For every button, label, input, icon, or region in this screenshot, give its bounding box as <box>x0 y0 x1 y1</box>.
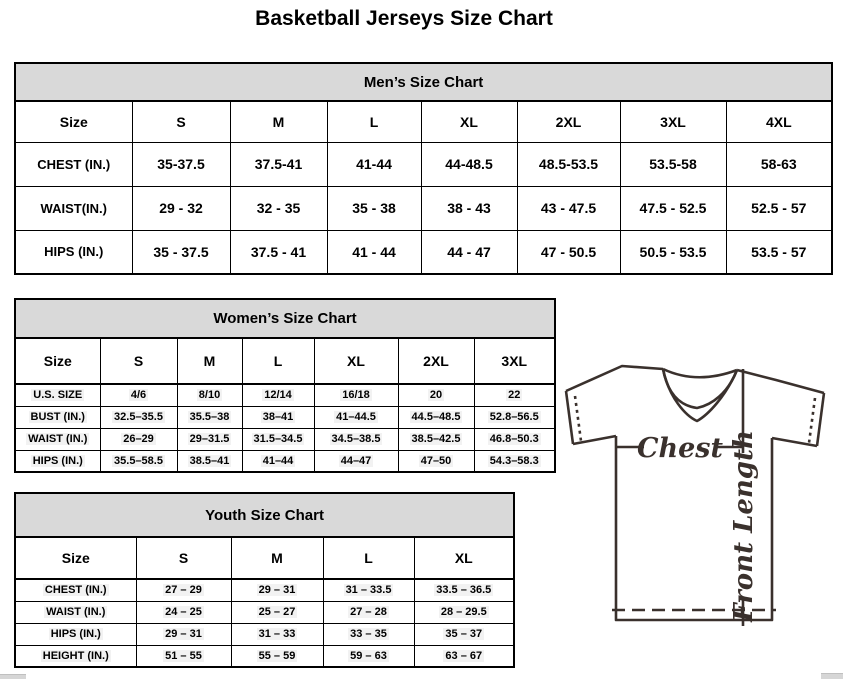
youth-data-cell: 28 – 29.5 <box>414 601 514 623</box>
men-row-label: WAIST(IN.) <box>15 186 132 230</box>
mens-size-table <box>14 62 833 275</box>
youth-data-cell: 33 – 35 <box>323 623 414 645</box>
collar-back-arc <box>663 369 737 377</box>
youth-column-header: L <box>323 537 414 579</box>
scrollbar-fragment-right[interactable] <box>821 673 843 679</box>
youth-table-title-row <box>15 493 514 537</box>
left-sleeve-underside <box>573 436 616 444</box>
men-data-cell: 50.5 - 53.5 <box>620 230 726 274</box>
women-column-header: S <box>100 338 177 384</box>
women-data-cell: 54.3–58.3 <box>474 450 555 472</box>
men-data-cell: 37.5-41 <box>230 142 327 186</box>
men-data-cell: 32 - 35 <box>230 186 327 230</box>
women-column-header: L <box>242 338 314 384</box>
men-table-row <box>15 186 832 230</box>
left-sleeve-end <box>566 391 573 444</box>
men-data-cell: 37.5 - 41 <box>230 230 327 274</box>
women-data-cell: 41–44.5 <box>314 406 398 428</box>
women-column-header: XL <box>314 338 398 384</box>
youth-table-row <box>15 645 514 667</box>
men-data-cell: 52.5 - 57 <box>726 186 832 230</box>
youth-table-row <box>15 579 514 601</box>
women-column-header: M <box>177 338 242 384</box>
youth-row-label: HEIGHT (IN.) <box>15 645 136 667</box>
women-table-row <box>15 450 555 472</box>
youth-data-cell: 27 – 28 <box>323 601 414 623</box>
men-data-cell: 47 - 50.5 <box>517 230 620 274</box>
women-data-cell: 16/18 <box>314 384 398 406</box>
women-data-cell: 47–50 <box>398 450 474 472</box>
men-data-cell: 58-63 <box>726 142 832 186</box>
women-data-cell: 38.5–41 <box>177 450 242 472</box>
women-column-header-row <box>15 338 555 384</box>
men-table-row <box>15 142 832 186</box>
youth-data-cell: 51 – 55 <box>136 645 231 667</box>
men-table-row <box>15 230 832 274</box>
youth-column-header: XL <box>414 537 514 579</box>
women-data-cell: 32.5–35.5 <box>100 406 177 428</box>
left-cuff-dashed-line <box>575 396 581 441</box>
women-data-cell: 35.5–58.5 <box>100 450 177 472</box>
women-data-cell: 26–29 <box>100 428 177 450</box>
women-data-cell: 35.5–38 <box>177 406 242 428</box>
women-row-label: U.S. SIZE <box>15 384 100 406</box>
youth-data-cell: 24 – 25 <box>136 601 231 623</box>
men-data-cell: 53.5-58 <box>620 142 726 186</box>
men-column-header: Size <box>15 101 132 142</box>
men-data-cell: 35 - 37.5 <box>132 230 230 274</box>
youth-size-table <box>14 492 515 668</box>
womens-size-table <box>14 298 556 473</box>
youth-column-header: M <box>231 537 323 579</box>
women-row-label: HIPS (IN.) <box>15 450 100 472</box>
women-data-cell: 29–31.5 <box>177 428 242 450</box>
men-table-title-row <box>15 63 832 101</box>
left-shoulder-line <box>566 366 663 391</box>
men-data-cell: 35-37.5 <box>132 142 230 186</box>
chest-label: Chest <box>637 433 723 464</box>
women-data-cell: 38.5–42.5 <box>398 428 474 450</box>
right-cuff-dashed-line <box>809 398 815 443</box>
women-data-cell: 52.8–56.5 <box>474 406 555 428</box>
youth-row-label: WAIST (IN.) <box>15 601 136 623</box>
women-data-cell: 44.5–48.5 <box>398 406 474 428</box>
men-column-header-row <box>15 101 832 142</box>
men-data-cell: 44 - 47 <box>421 230 517 274</box>
men-column-header: 4XL <box>726 101 832 142</box>
youth-column-header-row <box>15 537 514 579</box>
jersey-measurement-diagram <box>554 360 840 672</box>
women-data-cell: 4/6 <box>100 384 177 406</box>
men-data-cell: 53.5 - 57 <box>726 230 832 274</box>
page-title: Basketball Jerseys Size Chart <box>255 7 553 30</box>
youth-row-label: HIPS (IN.) <box>15 623 136 645</box>
youth-data-cell: 33.5 – 36.5 <box>414 579 514 601</box>
women-data-cell: 22 <box>474 384 555 406</box>
youth-data-cell: 27 – 29 <box>136 579 231 601</box>
women-data-cell: 8/10 <box>177 384 242 406</box>
youth-data-cell: 29 – 31 <box>136 623 231 645</box>
youth-table-row <box>15 623 514 645</box>
women-row-label: WAIST (IN.) <box>15 428 100 450</box>
men-data-cell: 43 - 47.5 <box>517 186 620 230</box>
women-table-row <box>15 406 555 428</box>
youth-table-title: Youth Size Chart <box>15 493 514 537</box>
men-column-header: XL <box>421 101 517 142</box>
men-data-cell: 48.5-53.5 <box>517 142 620 186</box>
men-data-cell: 44-48.5 <box>421 142 517 186</box>
men-column-header: S <box>132 101 230 142</box>
scrollbar-fragment-left[interactable] <box>0 674 26 679</box>
right-sleeve-end <box>817 393 824 446</box>
women-column-header: 2XL <box>398 338 474 384</box>
women-column-header: 3XL <box>474 338 555 384</box>
youth-column-header: S <box>136 537 231 579</box>
women-table-row <box>15 384 555 406</box>
men-data-cell: 38 - 43 <box>421 186 517 230</box>
right-shoulder-line <box>737 370 824 393</box>
youth-row-label: CHEST (IN.) <box>15 579 136 601</box>
youth-data-cell: 31 – 33 <box>231 623 323 645</box>
front-length-label: Front Length <box>729 430 759 622</box>
youth-data-cell: 29 – 31 <box>231 579 323 601</box>
men-column-header: L <box>327 101 421 142</box>
men-column-header: 2XL <box>517 101 620 142</box>
youth-column-header: Size <box>15 537 136 579</box>
men-data-cell: 29 - 32 <box>132 186 230 230</box>
youth-table-row <box>15 601 514 623</box>
women-data-cell: 41–44 <box>242 450 314 472</box>
women-table-row <box>15 428 555 450</box>
men-data-cell: 47.5 - 52.5 <box>620 186 726 230</box>
women-data-cell: 44–47 <box>314 450 398 472</box>
women-row-label: BUST (IN.) <box>15 406 100 428</box>
men-data-cell: 41-44 <box>327 142 421 186</box>
men-row-label: CHEST (IN.) <box>15 142 132 186</box>
men-column-header: 3XL <box>620 101 726 142</box>
men-data-cell: 35 - 38 <box>327 186 421 230</box>
women-data-cell: 34.5–38.5 <box>314 428 398 450</box>
women-data-cell: 46.8–50.3 <box>474 428 555 450</box>
youth-data-cell: 55 – 59 <box>231 645 323 667</box>
youth-data-cell: 63 – 67 <box>414 645 514 667</box>
women-data-cell: 38–41 <box>242 406 314 428</box>
women-data-cell: 31.5–34.5 <box>242 428 314 450</box>
men-column-header: M <box>230 101 327 142</box>
youth-data-cell: 31 – 33.5 <box>323 579 414 601</box>
women-table-title-row <box>15 299 555 338</box>
men-data-cell: 41 - 44 <box>327 230 421 274</box>
youth-data-cell: 35 – 37 <box>414 623 514 645</box>
youth-data-cell: 25 – 27 <box>231 601 323 623</box>
women-data-cell: 12/14 <box>242 384 314 406</box>
men-table-title: Men’s Size Chart <box>15 63 832 101</box>
women-column-header: Size <box>15 338 100 384</box>
women-table-title: Women’s Size Chart <box>15 299 555 338</box>
women-data-cell: 20 <box>398 384 474 406</box>
youth-data-cell: 59 – 63 <box>323 645 414 667</box>
men-row-label: HIPS (IN.) <box>15 230 132 274</box>
